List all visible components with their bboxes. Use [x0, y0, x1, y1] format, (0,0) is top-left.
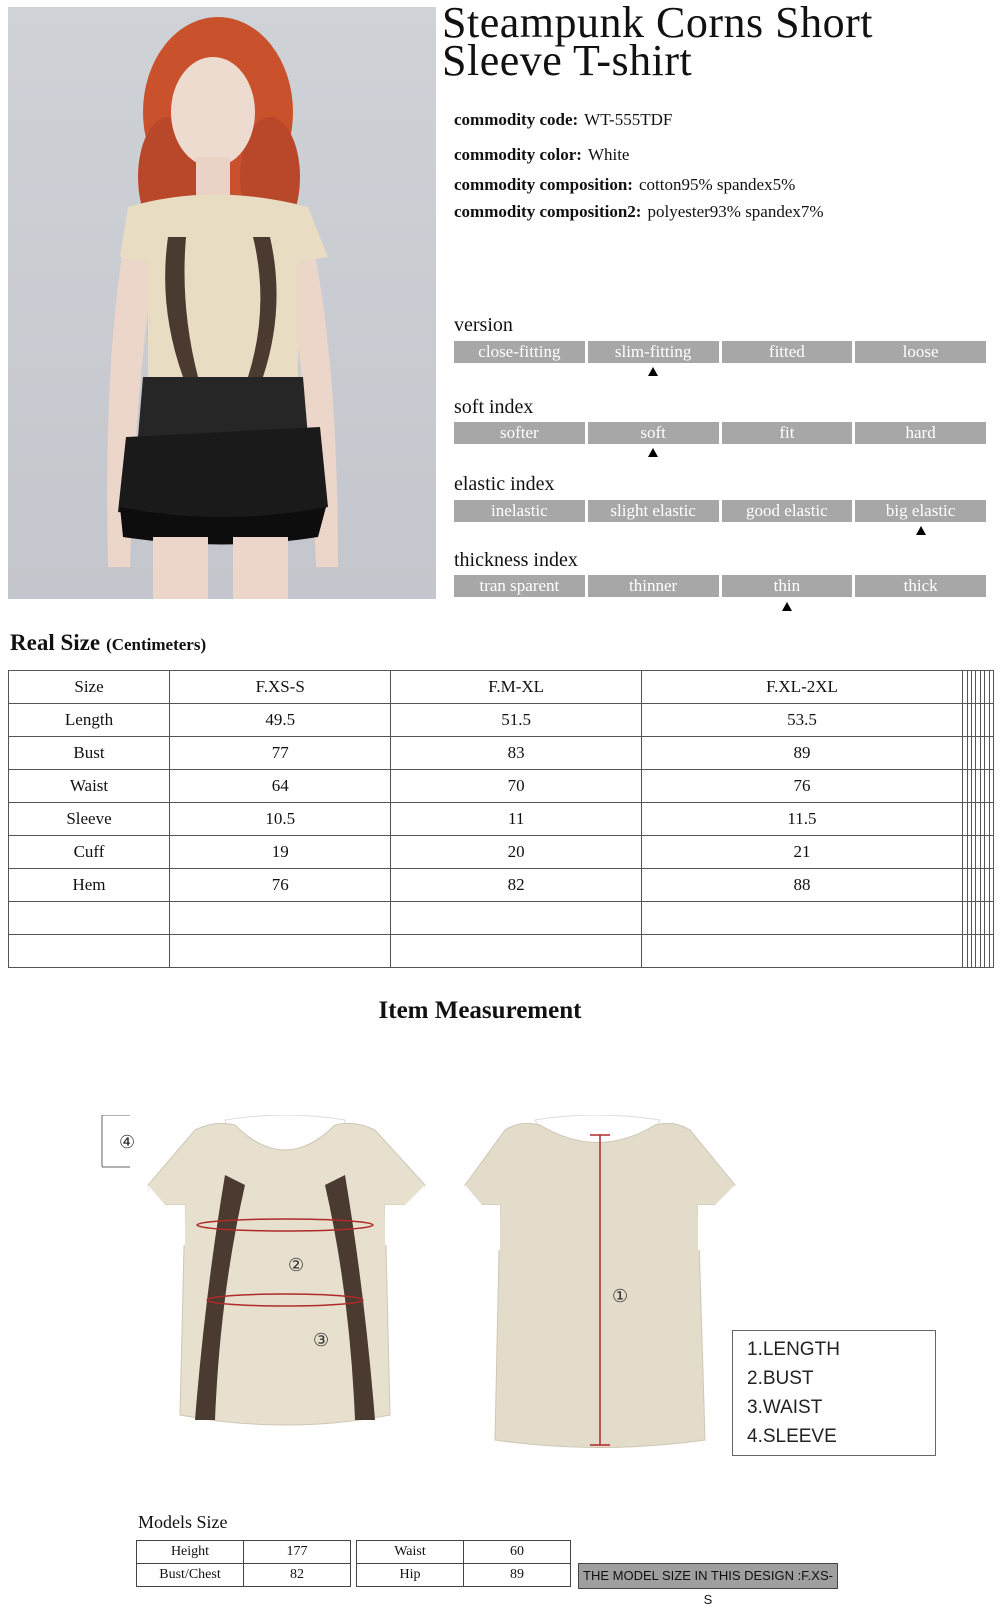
soft-index-label: soft index	[454, 396, 534, 418]
empty-cell	[989, 770, 993, 803]
marker-sleeve: ④	[119, 1132, 136, 1153]
spec-value: cotton95% spandex5%	[638, 175, 796, 194]
elastic-index-label: elastic index	[454, 473, 555, 495]
legend-item: 1.LENGTH	[747, 1339, 840, 1360]
size-cell: 76	[641, 770, 962, 803]
size-row-label: Sleeve	[9, 803, 170, 836]
real-size-title: Real Size	[10, 630, 101, 655]
marker-waist: ③	[313, 1330, 330, 1351]
size-table-row	[9, 935, 994, 968]
spec-label: commodity color:	[454, 145, 582, 164]
size-cell: 49.5	[170, 704, 391, 737]
real-size-unit: (Centimeters)	[106, 635, 207, 654]
size-table-row	[9, 737, 994, 770]
size-cell: 10.5	[170, 803, 391, 836]
model-photo	[8, 7, 436, 599]
model-label: Hip	[357, 1564, 464, 1587]
size-cell: 77	[170, 737, 391, 770]
models-size-title: Models Size	[138, 1512, 228, 1532]
size-table-row	[9, 803, 994, 836]
size-cell: 70	[391, 770, 641, 803]
soft-option: fit	[722, 422, 853, 444]
empty-cell	[989, 704, 993, 737]
spec-label: commodity composition:	[454, 175, 633, 194]
spec-label: commodity code:	[454, 110, 579, 129]
models-size-table-left	[136, 1540, 351, 1587]
spec-value: WT-555TDF	[584, 110, 673, 129]
size-cell: 11	[391, 803, 641, 836]
models-size-table-right	[356, 1540, 571, 1587]
empty-cell	[989, 935, 993, 968]
size-table-header	[9, 671, 994, 704]
legend-item: 2.BUST	[747, 1368, 814, 1389]
empty-cell	[641, 935, 962, 968]
soft-option: hard	[855, 422, 986, 444]
legend-item: 3.WAIST	[747, 1397, 823, 1418]
version-selected-marker	[648, 367, 658, 376]
size-cell: 64	[170, 770, 391, 803]
elastic-option: big elastic	[855, 500, 986, 522]
model-label: Waist	[357, 1541, 464, 1564]
soft-option: soft	[588, 422, 719, 444]
size-row-label: Waist	[9, 770, 170, 803]
version-option: loose	[855, 341, 986, 363]
item-measurement-title: Item Measurement	[378, 997, 582, 1024]
spec-color	[454, 145, 629, 165]
size-table-row	[9, 704, 994, 737]
size-cell: 89	[641, 737, 962, 770]
spec-composition	[454, 175, 795, 195]
size-table-row	[9, 869, 994, 902]
empty-cell	[641, 902, 962, 935]
empty-cell	[170, 902, 391, 935]
model-value: 82	[244, 1564, 351, 1587]
version-label: version	[454, 314, 513, 336]
front-view	[102, 1115, 425, 1425]
soft-option: softer	[454, 422, 585, 444]
measurement-legend	[732, 1330, 936, 1456]
product-title: Steampunk Corns Short Sleeve T-shirt	[442, 0, 873, 85]
real-size-heading	[10, 630, 206, 656]
thickness-selected-marker	[782, 602, 792, 611]
version-option: close-fitting	[454, 341, 585, 363]
elastic-option: inelastic	[454, 500, 585, 522]
size-row-label: Bust	[9, 737, 170, 770]
soft-index-scale	[454, 422, 986, 444]
empty-cell	[170, 935, 391, 968]
thickness-option: thin	[722, 575, 853, 597]
thickness-option: tran sparent	[454, 575, 585, 597]
size-table-row	[9, 770, 994, 803]
size-cell: 82	[391, 869, 641, 902]
size-cell: 76	[170, 869, 391, 902]
spec-code	[454, 110, 672, 130]
spec-composition2	[454, 202, 824, 222]
empty-cell	[989, 803, 993, 836]
size-column-header: F.XL-2XL	[641, 671, 962, 704]
size-table-row	[9, 836, 994, 869]
version-scale	[454, 341, 986, 363]
version-option: slim-fitting	[588, 341, 719, 363]
size-column-header: F.XS-S	[170, 671, 391, 704]
thickness-index-label: thickness index	[454, 549, 578, 571]
empty-cell	[391, 935, 641, 968]
model-value: 89	[464, 1564, 571, 1587]
size-row-label: Cuff	[9, 836, 170, 869]
model-label: Height	[137, 1541, 244, 1564]
spec-value: polyester93% spandex7%	[647, 202, 824, 221]
thickness-option: thick	[855, 575, 986, 597]
size-cell: 51.5	[391, 704, 641, 737]
marker-bust: ②	[288, 1255, 305, 1276]
empty-cell	[989, 902, 993, 935]
size-table-row	[9, 902, 994, 935]
soft-selected-marker	[648, 448, 658, 457]
empty-cell	[391, 902, 641, 935]
back-view	[465, 1115, 735, 1448]
size-cell: 20	[391, 836, 641, 869]
version-option: fitted	[722, 341, 853, 363]
spec-label: commodity composition2:	[454, 202, 642, 221]
empty-cell	[989, 836, 993, 869]
spec-value: White	[587, 145, 630, 164]
model-label: Bust/Chest	[137, 1564, 244, 1587]
elastic-selected-marker	[916, 526, 926, 535]
empty-cell	[989, 671, 993, 704]
model-design-size-note: THE MODEL SIZE IN THIS DESIGN :F.XS-S	[578, 1563, 838, 1589]
size-table	[8, 670, 994, 968]
size-cell: 53.5	[641, 704, 962, 737]
elastic-index-scale	[454, 500, 986, 522]
empty-cell	[9, 935, 170, 968]
elastic-option: slight elastic	[588, 500, 719, 522]
empty-cell	[989, 869, 993, 902]
size-cell: 11.5	[641, 803, 962, 836]
size-row-label: Size	[9, 671, 170, 704]
legend-item: 4.SLEEVE	[747, 1426, 837, 1447]
size-row-label: Length	[9, 704, 170, 737]
size-cell: 88	[641, 869, 962, 902]
model-value: 60	[464, 1541, 571, 1564]
size-row-label: Hem	[9, 869, 170, 902]
size-column-header: F.M-XL	[391, 671, 641, 704]
empty-cell	[9, 902, 170, 935]
size-cell: 83	[391, 737, 641, 770]
marker-length: ①	[612, 1286, 629, 1307]
thickness-index-scale	[454, 575, 986, 597]
empty-cell	[989, 737, 993, 770]
elastic-option: good elastic	[722, 500, 853, 522]
thickness-option: thinner	[588, 575, 719, 597]
size-cell: 21	[641, 836, 962, 869]
garment-diagram	[100, 1115, 760, 1475]
model-value: 177	[244, 1541, 351, 1564]
size-cell: 19	[170, 836, 391, 869]
